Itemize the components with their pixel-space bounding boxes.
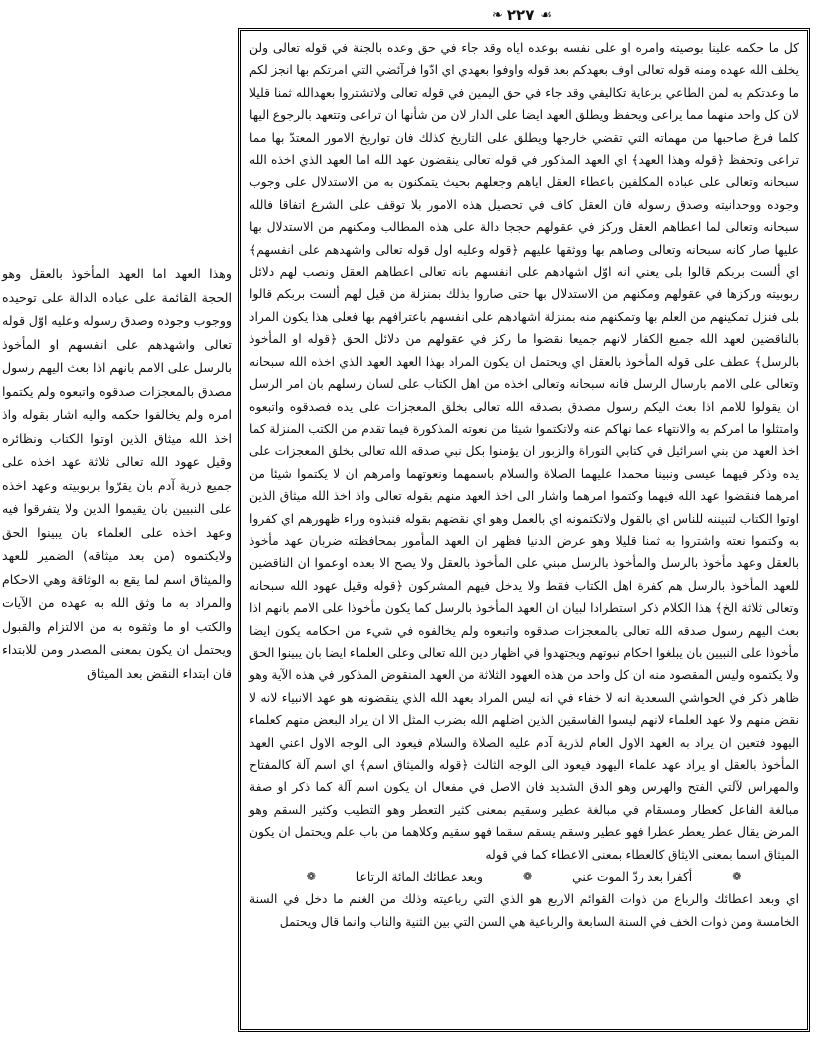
star-ornament-icon: ❁ <box>732 870 742 884</box>
margin-commentary <box>2 262 232 685</box>
ornament-right-icon: ☙ <box>540 7 551 23</box>
main-text-frame <box>238 28 810 1032</box>
margin-paragraph: وهذا العهد اما العهد المأخوذ بالعقل وهو الحجة القائمة على عباده الدالة على توحيده ووجوب وجوده وصدق رسوله وعليه اوّل قوله تعالى واشهدهم على انفسهم او المأخوذ بالرسل على الامم بانهم اذا بعث اليهم رسول مصدق بالمعجزات صدقوه واتبعوه ولم يكتموا امره ولم يخالفوا حكمه واليه اشار بقوله واذ اخذ الله ميثاق الذين اوتوا الكتاب ونظائره وقيل عهود الله تعالى ثلاثة عهد اخذه على جميع ذرية آدم بان يقرّوا بربوبيته وعهد اخذه على النبيين بان يقيموا الدين ولا يتفرقوا فيه وعهد اخذه على العلماء بان يبينوا الحق ولايكتموه (من بعد ميثاقه) الضمير للعهد والميثاق اسم لما يقع به الوثاقة وهي الاحكام والمراد به ما وثق الله به عهده من الآيات والكتب او ما وثقوه به من الالتزام والقبول ويحتمل ان يكون بمعنى المصدر ومن للابتداء فان ابتداء النقض بعد الميثاق <box>2 266 232 681</box>
main-closing-paragraph: اي وبعد اعطائك والرباع من ذوات القوائم الاربع هو الذي التي رباعيته وذلك من الغنم ما دخل في السنة الخامسة ومن ذوات الخف في السنة السابعة والرباعية هي السن التي بين الثنية والناب وانما قال ويحتمل <box>249 892 799 929</box>
star-ornament-icon: ❁ <box>522 870 533 884</box>
verse-hemistich-first: أكفرا بعد ردّ الموت عني <box>572 870 693 885</box>
star-ornament-icon: ❁ <box>306 870 316 884</box>
main-paragraph: كل ما حكمه علينا بوصيته وامره او على نفسه بوعده اياه وقد جاء في حق وعده بالجنة في قوله تعالى ولن يخلف الله عهده ومنه قوله تعالى اوف بعهدكم بعد قوله واوفوا بعهدي اي ادّوا فرآئضي التي امرتكم بها انجز لكم ما وعدتكم به لمن الطاعي برعاية تكاليفي وقد جاء في حق اليمين في قوله تعالى ولاتشتروا بعهدالله ثمنا قليلا لان كل واحد منهما مما يراعى ويحفظ ويطلق العهد ايضا على الدار لان من شأنها ان تراعى وتتعهد بالرجوع اليها كلما فرغ صاحبها من مهماته التي تقضي خارجها ويطلق على التاريخ كذلك فان تواريخ الامور المعتدّ بها مما تراعى وتحفظ ﴿قوله وهذا العهد﴾ اي العهد المذكور في قوله تعالى ينقضون عهد الله اما العهد الذي اخذه الله سبحانه وتعالى على عباده المكلفين باعطاء العقل اياهم وجعلهم بحيث يتمكنون به من الاستدلال على وجوب وجوده ووحدانيته وصدق رسوله فان العقل كاف في تحصيل هذه الامور بلا توقف على الشرع اتفاقا فالله سبحانه وتعالى لما اعطاهم العقل وركز في عقولهم حججا دالة على هذه المطالب ومكنهم من الاستدلال بها عليها صار كانه سبحانه وتعالى وصاهم بها ووثقها عليهم ﴿قوله وعليه اول قوله تعالى واشهدهم على انفسهم﴾ اي ألست بربكم قالوا بلى يعني انه اوّل اشهادهم على انفسهم بانه تعالى اعطاهم العقل ونصب لهم دلائل ربوبيته وركزها في عقولهم ومكنهم من الاستدلال بها حتى صاروا بذلك بمنزلة من قيل لهم ألست بربكم قالوا بلى فنزل تمكينهم من العلم بها وتمكنهم منه بمنزلة اشهادهم على انفسهم باعترافهم بها فعلى هذا يكون المراد بالناقضين لعهد الله جميع الكفار لانهم جميعا نقضوا ما ركز في عقولهم من دلائل الحق ﴿قوله او المأخوذ بالرسل﴾ عطف على قوله المأخوذ بالعقل اي ويحتمل ان يكون المراد بهذا العهد العهد الذي اخذه الله سبحانه وتعالى على الامم بارسال الرسل فانه سبحانه وتعالى اخذه من اهل الكتاب على لسان رسلهم بان امر الرسل ان يقولوا للامم اذا بعث اليكم رسول مصدق بصدقه الله تعالى بخلق المعجزات على يده فصدقوه واتبعوه وامتثلوا ما امركم به والانتهاء عما نهاكم عنه ولاتكتموا شيئا من نعوته المذكورة فيما تقدم من الكتب المنزلة كما اخذ العهد من بني اسرائيل في كتابي التوراة والزبور ان يؤمنوا بكل نبي صدقه الله تعالى بخلق المعجزات على يده وذكر فيهما عيسى ونبينا محمدا عليهما الصلاة والسلام باسمهما ونعوتهما وامرهم ان لا يكتموا شيئا من امرهما فنقضوا عهد الله فيهما وكتموا امرهما واشار الى اخذ العهد منهم بقوله تعالى واذ اخذ الله ميثاق الذين اوتوا الكتاب لتبيننه للناس اي بالقول ولاتكتمونه اي بالعمل وهو اي نقضهم بقوله فنبذوه وراء ظهورهم اي كفروا به وكتموا نعته واشتروا به ثمنا قليلا وهو عرض الدنيا فظهر ان العهد المأمور بمحافظته ضربان عهد مأخوذ بالعقل وعهد مأخوذ بالرسل والمأخوذ بالرسل مبني على المأخوذ بالعقل ولا يصح الا بعده اوعموا ان الناقضين للعهد المأخوذ بالرسل هم كفرة اهل الكتاب فقط ولا يدخل فيهم المشركون ﴿قوله وقيل عهود الله سبحانه وتعالى ثلاثة الخ﴾ هذا الكلام ذكر استطرادا لبيان ان العهد المأخوذ بالرسل كما يكون مأخوذا على الامم بانهم اذا بعث اليهم رسول صدقه الله تعالى بالمعجزات صدقوه واتبعوه ولم يخالفوه في شيء من احكامه يكون ايضا مأخوذا على النبيين بان يبلغوا احكام نبوتهم ويجتهدوا في اظهار دين الله تعالى وعلى العلماء ايضا بان يبينوا الحق ولا يكتموه وليس المقصود منه ان كل واحد من هذه العهود الثلاثة من العهد المنقوض المذكور في هذه الآية وهو ظاهر ذكر في الحواشي السعدية انه لا خفاء في انه ليس المراد بعهد الله الذي ينقضونه هو عهد الانبياء لانه لا نقض منهم ولا عهد العلماء لانهم ليسوا الفاسقين الذين اضلهم الله بضرب المثل الا ان يراد البعض منهم كعلماء اليهود فتعين ان يراد به العهد الاول العام لذرية آدم عليه الصلاة والسلام فيعود الى الوجه الاول اعني العهد المأخوذ بالعقل او يراد عهد علماء اليهود فيعود الى الوجه الثالث ﴿قوله والميثاق اسم﴾ اي اسم آلة كالمفتاح والمهراس لآلتي الفتح والهرس وهو الدق الشديد فان الاصل في مفعال ان يكون اسم آلة كما ذكر او صفة مبالغة الفاعل كعطار ومسقام في مبالغة عطير وسقيم بمعنى كثير التعطر وهو التطيب وكثير السقم وهو المرض يقال عطر يعطر عطرا فهو عطير وسقم يسقم سقما فهو سقيم وكلاهما من باب علم ويحتمل ان يكون الميثاق اسما بمعنى الايثاق كالعطاء بمعنى الاعطاء كما في قوله <box>249 41 799 862</box>
page-number <box>476 4 566 26</box>
ornament-left-icon: ❧ <box>491 7 501 23</box>
verse-line <box>249 866 799 888</box>
verse-hemistich-second: وبعد عطائك المائة الرتاعا <box>355 870 483 885</box>
page-number-text: ٢٢٧ <box>506 6 535 24</box>
main-text-body <box>249 37 799 933</box>
